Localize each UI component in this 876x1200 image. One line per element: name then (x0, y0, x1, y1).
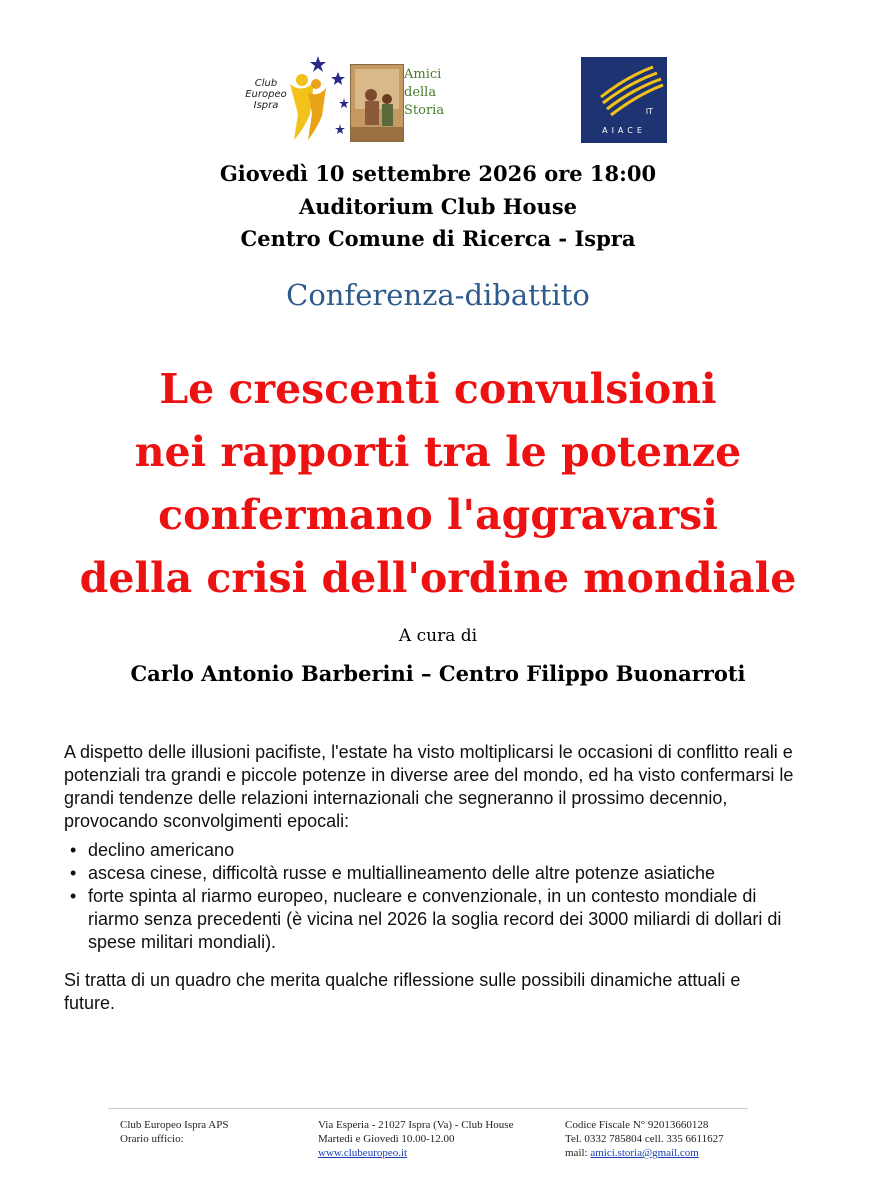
list-item-text: ascesa cinese, difficoltà russe e multiallineamento delle altre potenze asiatiche (88, 863, 716, 883)
amici-logo-line-3: Storia (404, 103, 445, 118)
bullet-icon: • (70, 886, 77, 906)
event-date: Giovedì 10 settembre 2026 ore 18:00 (219, 161, 657, 186)
club-europeo-figures-icon (280, 54, 350, 146)
event-venue: Auditorium Club House (298, 194, 578, 219)
footer-office-hours-label: Orario ufficio: (120, 1133, 184, 1145)
list-item (70, 885, 794, 954)
email-link[interactable]: amici.storia@gmail.com (590, 1147, 699, 1159)
aiace-stripes-icon (581, 57, 667, 117)
title-line: nei rapporti tra le potenze (134, 428, 742, 476)
club-logo-line-2: Europeo (245, 89, 287, 100)
footer-address-line: Via Esperia - 21027 Ispra (Va) - Club House (318, 1119, 514, 1131)
title-line: confermano l'aggravarsi (158, 491, 718, 539)
footer-org-name: Club Europeo Ispra APS (120, 1119, 229, 1131)
footer-address (318, 1118, 513, 1160)
event-title (0, 358, 876, 610)
mail-label: mail: (565, 1147, 588, 1159)
footer-phone: Tel. 0332 785804 cell. 335 6611627 (565, 1133, 724, 1145)
amici-logo-line-2: della (404, 85, 437, 100)
curated-by-label: A cura di (398, 626, 478, 646)
footer-contacts (565, 1118, 724, 1160)
amici-logo-line-1: Amici (404, 67, 442, 82)
intro-paragraph: A dispetto delle illusioni pacifiste, l'estate ha visto moltiplicarsi le occasioni di conflitto reali e potenziali tra grandi e piccole potenze in diverse aree del mondo, ed ha visto confermarsi le grandi tendenze delle relazioni internazionali che segneranno il prossimo decennio, provocando sconvolgimenti epocali: (64, 742, 794, 831)
bullet-list (64, 839, 794, 954)
club-logo-line-3: Ispra (253, 100, 279, 111)
title-line: della crisi dell'ordine mondiale (79, 554, 797, 602)
club-logo-line-1: Club (254, 78, 278, 89)
website-link[interactable]: www.clubeuropeo.it (318, 1147, 408, 1159)
event-type: Conferenza-dibattito (286, 278, 590, 312)
speaker-name: Carlo Antonio Barberini – Centro Filippo Buonarroti (130, 661, 746, 686)
event-description (64, 741, 794, 1015)
list-item (70, 839, 794, 862)
list-item-text: declino americano (88, 840, 235, 860)
footer-org (120, 1118, 228, 1146)
closing-paragraph: Si tratta di un quadro che merita qualche riflessione sulle possibili dinamiche attuali e future. (64, 970, 741, 1013)
footer-mail (565, 1146, 724, 1160)
title-line: Le crescenti convulsioni (159, 365, 717, 413)
footer-fiscal-code: Codice Fiscale N° 92013660128 (565, 1119, 709, 1131)
header-logos (0, 52, 876, 152)
club-europeo-logo (230, 54, 348, 146)
aiace-label: AIACE (602, 126, 646, 135)
bullet-icon: • (70, 840, 77, 860)
list-item (70, 862, 794, 885)
painting-icon (350, 64, 404, 142)
footer-hours: Martedì e Giovedì 10.00-12.00 (318, 1133, 455, 1145)
event-centre: Centro Comune di Ricerca - Ispra (240, 226, 636, 251)
footer-divider (108, 1108, 748, 1109)
aiace-it-label: IT (645, 107, 653, 116)
list-item-text: forte spinta al riarmo europeo, nucleare e convenzionale, in un contesto mondiale di riarmo senza precedenti (è vicina nel 2026 la soglia record dei 3000 miliardi di dollari di spese militari mondiali). (88, 886, 782, 952)
bullet-icon: • (70, 863, 77, 883)
amici-della-storia-logo (350, 64, 450, 144)
aiace-logo (581, 57, 667, 143)
